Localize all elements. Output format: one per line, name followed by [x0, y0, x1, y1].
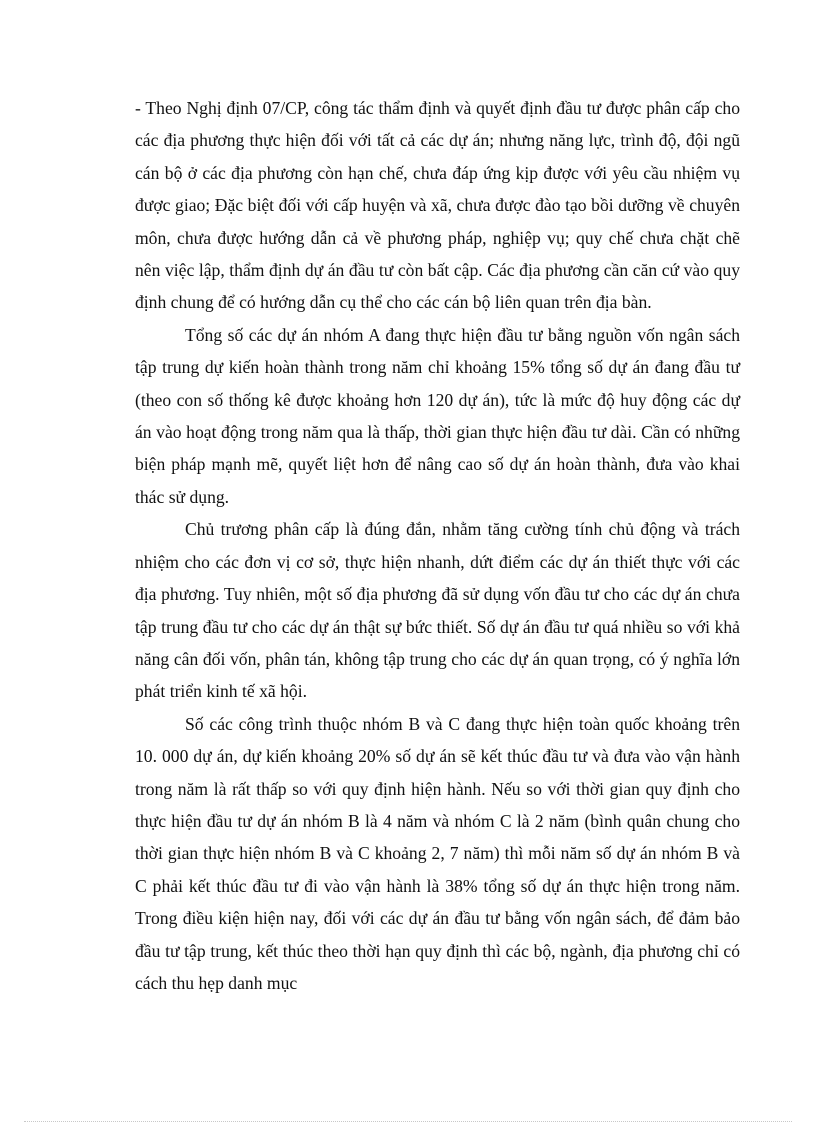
page-bottom-divider: [24, 1121, 792, 1122]
paragraph-group-a-projects: Tổng số các dự án nhóm A đang thực hiện đầu tư bằng nguồn vốn ngân sách tập trung dự kiến hoàn thành trong năm chỉ khoảng 15% tổng số dự án đang đầu tư (theo con số thống kê được khoảng hơn 120 dự án), tức là mức độ huy động các dự án vào hoạt động trong năm qua là thấp, thời gian thực hiện đầu tư dài. Cần có những biện pháp mạnh mẽ, quyết liệt hơn để nâng cao số dự án hoàn thành, đưa vào khai thác sử dụng.: [135, 324, 740, 507]
paragraph-decree-07: - Theo Nghị định 07/CP, công tác thẩm định và quyết định đầu tư được phân cấp cho các địa phương thực hiện đối với tất cả các dự án; nhưng năng lực, trình độ, đội ngũ cán bộ ở các địa phương còn hạn chế, chưa đáp ứng kịp được với yêu cầu nhiệm vụ được giao; Đặc biệt đối với cấp huyện và xã, chưa được đào tạo bồi dưỡng về chuyên môn, chưa được hướng dẫn cả về phương pháp, nghiệp vụ; quy chế chưa chặt chẽ nên việc lập, thẩm định dự án đầu tư còn bất cập. Các địa phương cần căn cứ vào quy định chung để có hướng dẫn cụ thể cho các cán bộ liên quan trên địa bàn.: [135, 98, 740, 313]
paragraph-decentralization: Chủ trương phân cấp là đúng đắn, nhằm tăng cường tính chủ động và trách nhiệm cho các đơn vị cơ sở, thực hiện nhanh, dứt điểm các dự án thiết thực với các địa phương. Tuy nhiên, một số địa phương đã sử dụng vốn đầu tư cho các dự án chưa tập trung đầu tư cho các dự án thật sự bức thiết. Số dự án đầu tư quá nhiều so với khả năng cân đối vốn, phân tán, không tập trung cho các dự án quan trọng, có ý nghĩa lớn phát triển kinh tế xã hội.: [135, 519, 740, 702]
document-body: [135, 92, 740, 999]
paragraph-group-b-c-projects: Số các công trình thuộc nhóm B và C đang thực hiện toàn quốc khoảng trên 10. 000 dự án, dự kiến khoảng 20% số dự án sẽ kết thúc đầu tư và đưa vào vận hành trong năm là rất thấp so với quy định hiện hành. Nếu so với thời gian quy định cho thực hiện đầu tư dự án nhóm B là 4 năm và nhóm C là 2 năm (bình quân chung cho thời gian thực hiện nhóm B và C khoảng 2, 7 năm) thì mỗi năm số dự án nhóm B và C phải kết thúc đầu tư đi vào vận hành là 38% tổng số dự án thực hiện trong năm. Trong điều kiện hiện nay, đối với các dự án đầu tư bằng vốn ngân sách, để đảm bảo đầu tư tập trung, kết thúc theo thời hạn quy định thì các bộ, ngành, địa phương chỉ có cách thu hẹp danh mục: [135, 713, 740, 993]
